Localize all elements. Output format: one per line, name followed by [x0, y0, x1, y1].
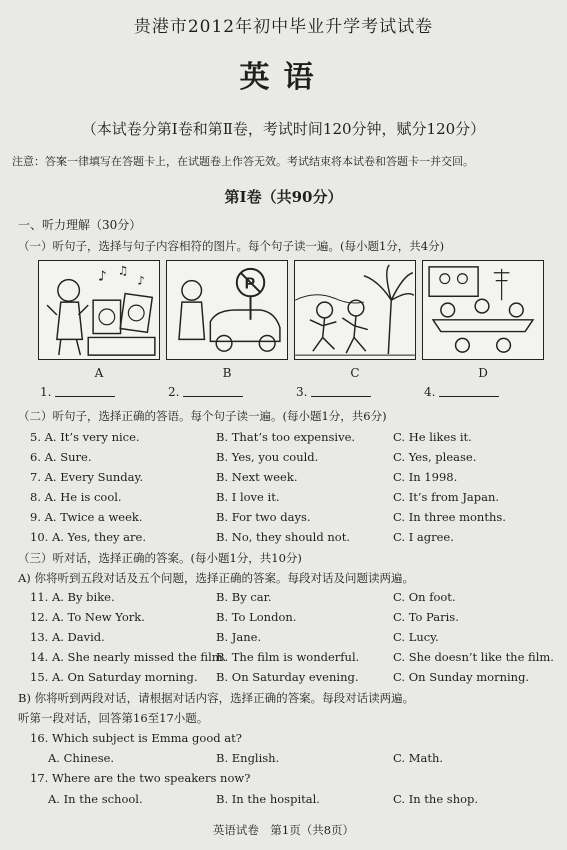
question-option: C. I agree.	[393, 530, 454, 544]
question-option: 6. A. Sure.	[30, 450, 92, 464]
children-running-illustration	[295, 261, 415, 359]
question-option: B. Next week.	[216, 470, 298, 484]
question-option: C. She doesn’t like the film.	[393, 650, 554, 664]
picture-a	[38, 260, 160, 360]
question-option: A. Chinese.	[48, 751, 115, 765]
picture-d	[422, 260, 544, 360]
sub2-instruction: （二）听句子，选择正确的答语。每个句子读一遍。(每小题1分，共6分)	[18, 409, 387, 423]
dialog1-instruction: 听第一段对话，回答第16至17小题。	[18, 711, 209, 725]
question-option: C. Yes, please.	[393, 450, 477, 464]
picture-row	[38, 260, 544, 360]
question-option: C. It’s from Japan.	[393, 490, 500, 504]
question-option: 9. A. Twice a week.	[30, 510, 143, 524]
answer-blank-3: 3.	[296, 385, 371, 399]
answer-blank-4: 4.	[424, 385, 499, 399]
picture-b	[166, 260, 288, 360]
question-option: 13. A. David.	[30, 630, 105, 644]
question-option: C. Math.	[393, 751, 444, 765]
question-option: C. He likes it.	[393, 430, 472, 444]
picture-c	[294, 260, 416, 360]
question-option: B. That’s too expensive.	[216, 430, 356, 444]
question-option: A. In the school.	[48, 792, 143, 806]
sub1-instruction: （一）听句子，选择与句子内容相符的图片。每个句子读一遍。(每小题1分，共4分)	[18, 239, 445, 253]
question-option: C. In the shop.	[393, 792, 479, 806]
picture-label-d: D	[478, 366, 488, 380]
question-option: C. In three months.	[393, 510, 506, 524]
part-title: 第Ⅰ卷（共90分）	[224, 188, 343, 206]
question-option: 14. A. She nearly missed the film.	[30, 650, 227, 664]
exam-title: 贵港市2012年初中毕业升学考试试卷	[133, 17, 434, 37]
section-listening: 一、听力理解（30分）	[18, 218, 142, 232]
music-listener-illustration	[39, 261, 159, 359]
question-option: C. In 1998.	[393, 470, 458, 484]
question-option: B. For two days.	[216, 510, 311, 524]
picture-label-a: A	[94, 366, 104, 380]
svg-text:♫: ♫	[117, 263, 129, 278]
question-stem-16: 16. Which subject is Emma good at?	[30, 731, 242, 745]
question-option: B. Jane.	[216, 630, 262, 644]
question-option: B. By car.	[216, 590, 272, 604]
meeting-room-illustration	[423, 261, 543, 359]
question-option: C. On foot.	[393, 590, 456, 604]
no-parking-illustration	[167, 261, 287, 359]
question-option: C. Lucy.	[393, 630, 439, 644]
svg-text:♪: ♪	[137, 273, 145, 288]
exam-info: （本试卷分第Ⅰ卷和第Ⅱ卷，考试时间120分钟，赋分120分）	[81, 120, 486, 138]
svg-text:P: P	[244, 275, 256, 293]
sub3-part-b-instruction: B) 你将听到两段对话，请根据对话内容，选择正确的答案。每段对话读两遍。	[18, 691, 415, 705]
page-footer: 英语试卷 第1页（共8页）	[212, 823, 355, 837]
sub3-instruction: （三）听对话，选择正确的答案。(每小题1分，共10分)	[18, 551, 302, 565]
question-option: B. English.	[216, 751, 280, 765]
question-option: 11. A. By bike.	[30, 590, 115, 604]
question-option: B. I love it.	[216, 490, 280, 504]
question-option: B. To London.	[216, 610, 297, 624]
question-option: 7. A. Every Sunday.	[30, 470, 144, 484]
question-option: 15. A. On Saturday morning.	[30, 670, 198, 684]
question-stem-17: 17. Where are the two speakers now?	[30, 771, 251, 785]
subject-title: 英语	[239, 60, 328, 95]
question-option: 10. A. Yes, they are.	[30, 530, 146, 544]
question-option: B. The film is wonderful.	[216, 650, 360, 664]
svg-text:♪: ♪	[98, 268, 107, 285]
picture-label-c: C	[350, 366, 360, 380]
question-option: C. On Sunday morning.	[393, 670, 530, 684]
question-option: B. On Saturday evening.	[216, 670, 359, 684]
question-option: 8. A. He is cool.	[30, 490, 122, 504]
answer-blank-1: 1.	[40, 385, 115, 399]
question-option: B. In the hospital.	[216, 792, 320, 806]
notice: 注意：答案一律填写在答题卡上，在试题卷上作答无效。考试结束将本试卷和答题卡一并交回。	[12, 155, 474, 168]
question-option: B. Yes, you could.	[216, 450, 319, 464]
question-option: B. No, they should not.	[216, 530, 350, 544]
sub3-part-a-instruction: A) 你将听到五段对话及五个问题，选择正确的答案。每段对话及问题读两遍。	[18, 571, 414, 585]
question-option: 12. A. To New York.	[30, 610, 145, 624]
question-option: 5. A. It’s very nice.	[30, 430, 140, 444]
picture-label-b: B	[222, 366, 232, 380]
question-option: C. To Paris.	[393, 610, 459, 624]
answer-blank-2: 2.	[168, 385, 243, 399]
